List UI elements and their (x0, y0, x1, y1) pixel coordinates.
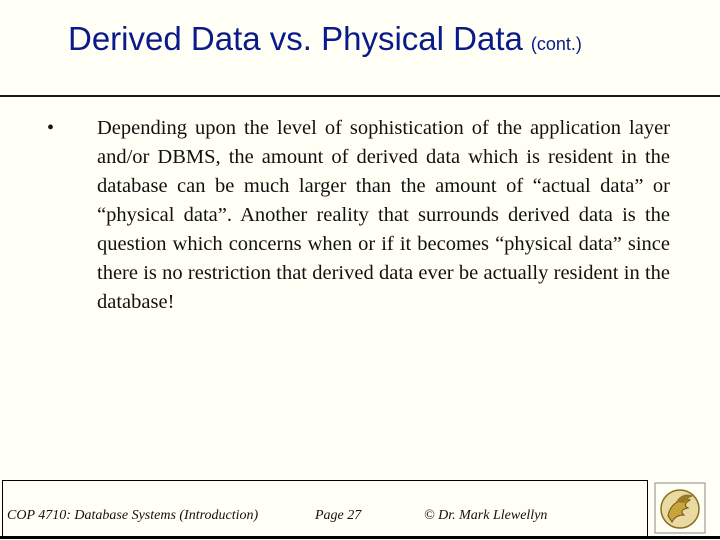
bullet-icon: • (47, 117, 55, 139)
slide-title-suffix: (cont.) (530, 34, 582, 54)
footer-divider (0, 536, 720, 539)
footer-course: COP 4710: Database Systems (Introduction) (7, 508, 259, 523)
footer-page-number: Page 27 (315, 508, 362, 523)
pegasus-logo-icon (654, 482, 706, 534)
slide-title (68, 22, 582, 55)
title-divider (0, 95, 720, 97)
footer-author: © Dr. Mark Llewellyn (424, 508, 548, 523)
bullet-text: Depending upon the level of sophistication of the application layer and/or DBMS, the amount of derived data which is resident in the database can be much larger than the amount of “actual data” or “physical data”. Another reality that surrounds derived data is the question which concerns when or if it becomes “physical data” since there is no restriction that derived data ever be actually resident in the database! (97, 117, 670, 313)
slide-title-main: Derived Data vs. Physical Data (68, 20, 523, 57)
